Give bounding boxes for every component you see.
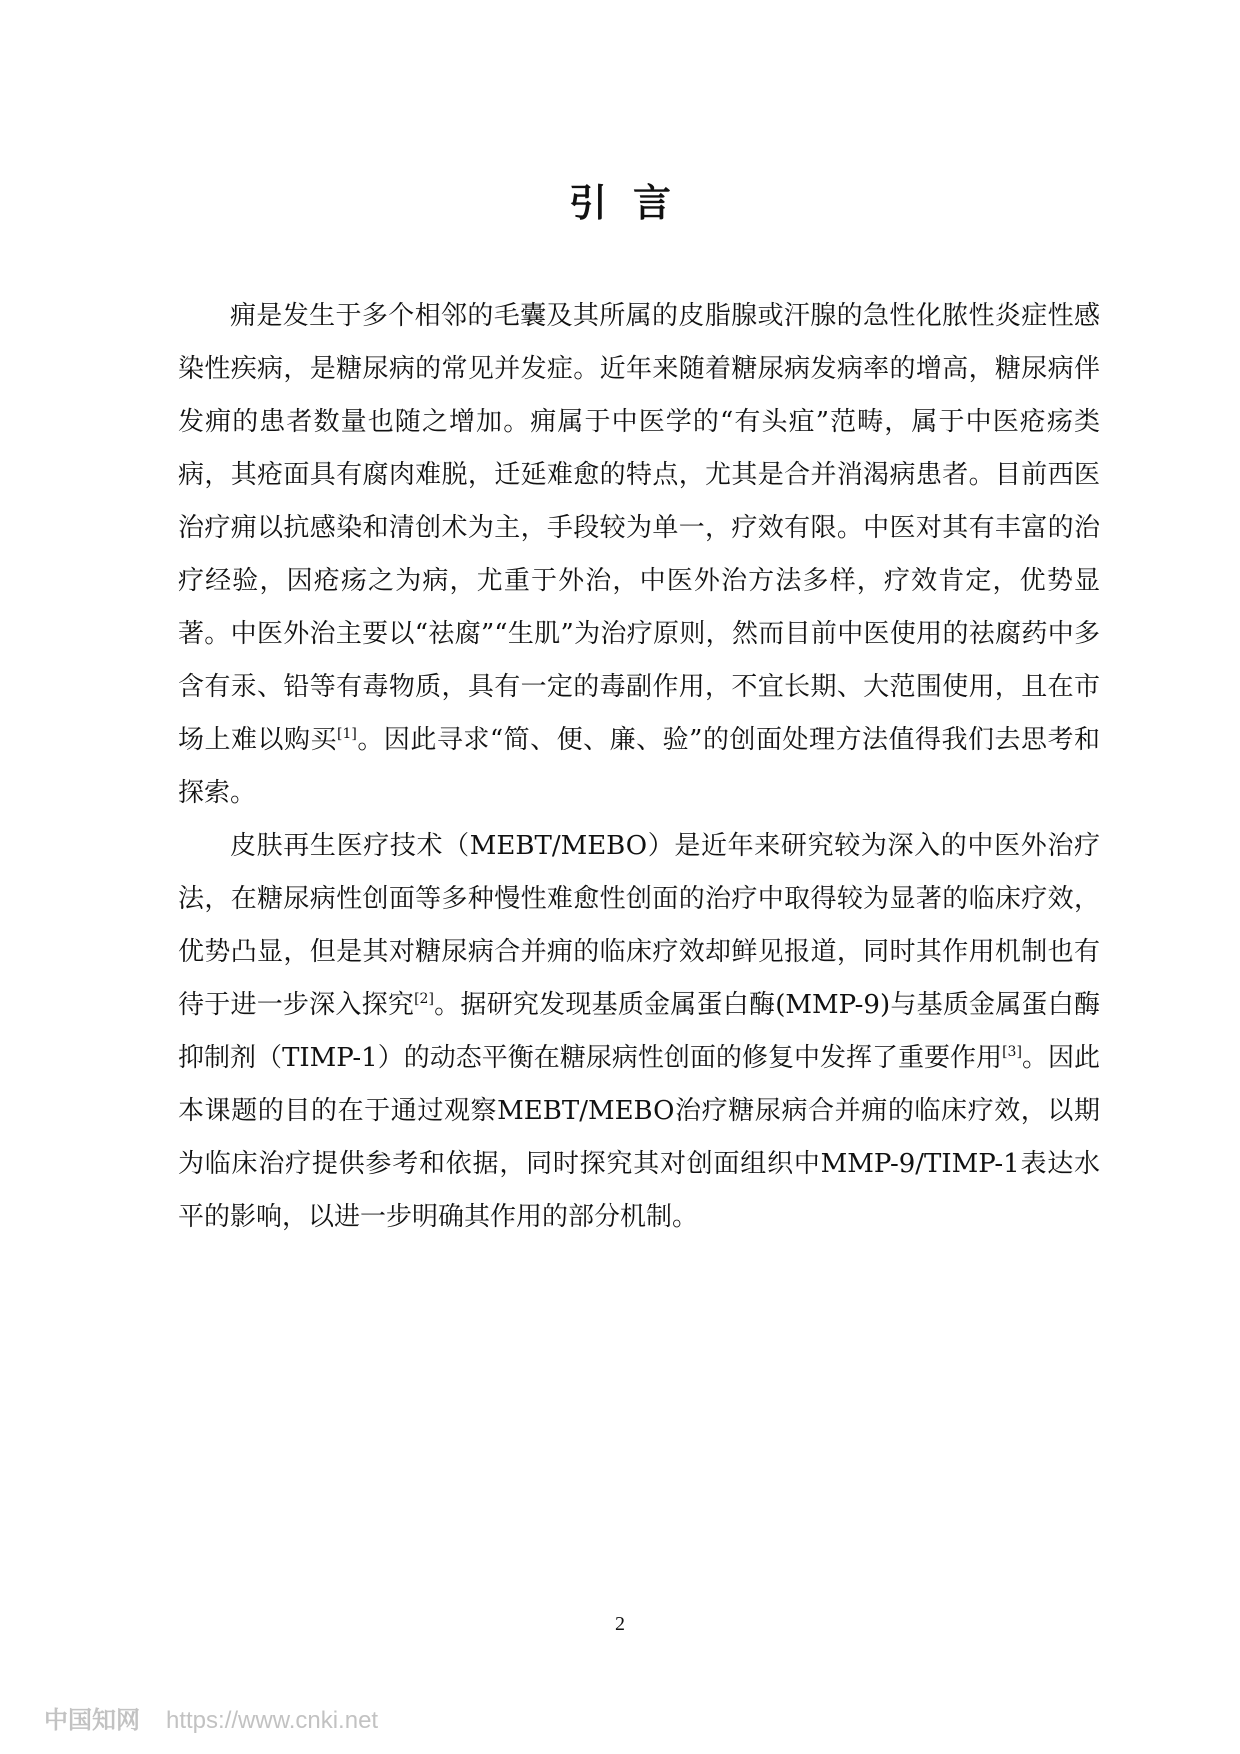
citation-marker: [3]	[1002, 1044, 1022, 1060]
citation-marker: [2]	[414, 991, 434, 1007]
text-run: 皮肤再生医疗技术（MEBT/MEBO）是近年来研究较为深入的中医外治疗法，在糖尿病性创面等多种慢性难愈性创面的治疗中取得较为显著的临床疗效，优势凸显，但是其对糖尿病合并痈的临床疗效却鲜见报道，同时其作用机制也有待于进一步深入探究	[178, 831, 1100, 1020]
paragraph	[178, 820, 1100, 1244]
body-text	[178, 290, 1100, 1244]
page-number: 2	[615, 1613, 625, 1635]
text-run: 。因此本课题的目的在于通过观察MEBT/MEBO治疗糖尿病合并痈的临床疗效，以期为临床治疗提供参考和依据，同时探究其对创面组织中MMP-9/TIMP-1表达水平的影响，以进一步明确其作用的部分机制。	[178, 1043, 1100, 1232]
watermark-brand: 中国知网	[44, 1707, 140, 1734]
citation-marker: [1]	[337, 726, 357, 742]
page-title: 引言	[568, 181, 697, 225]
text-run: 痈是发生于多个相邻的毛囊及其所属的皮脂腺或汗腺的急性化脓性炎症性感染性疾病，是糖尿病的常见并发症。近年来随着糖尿病发病率的增高，糖尿病伴发痈的患者数量也随之增加。痈属于中医学的“有头疽”范畴，属于中医疮疡类病，其疮面具有腐肉难脱，迁延难愈的特点，尤其是合并消渴病患者。目前西医治疗痈以抗感染和清创术为主，手段较为单一，疗效有限。中医对其有丰富的治疗经验，因疮疡之为病，尤重于外治，中医外治方法多样，疗效肯定，优势显著。中医外治主要以“祛腐”“生肌”为治疗原则，然而目前中医使用的祛腐药中多含有汞、铅等有毒物质，具有一定的毒副作用，不宜长期、大范围使用，且在市场上难以购买	[178, 301, 1100, 755]
text-run: 。据研究发现基质金属蛋白酶(MMP-9)与基质金属蛋白酶抑制剂（TIMP-1）的动态平衡在糖尿病性创面的修复中发挥了重要作用	[178, 990, 1100, 1073]
watermark-url: https://www.cnki.net	[166, 1707, 379, 1734]
paragraph	[178, 290, 1100, 820]
watermark	[44, 1706, 378, 1736]
text-run: 。因此寻求“简、便、廉、验”的创面处理方法值得我们去思考和探索。	[178, 725, 1100, 808]
